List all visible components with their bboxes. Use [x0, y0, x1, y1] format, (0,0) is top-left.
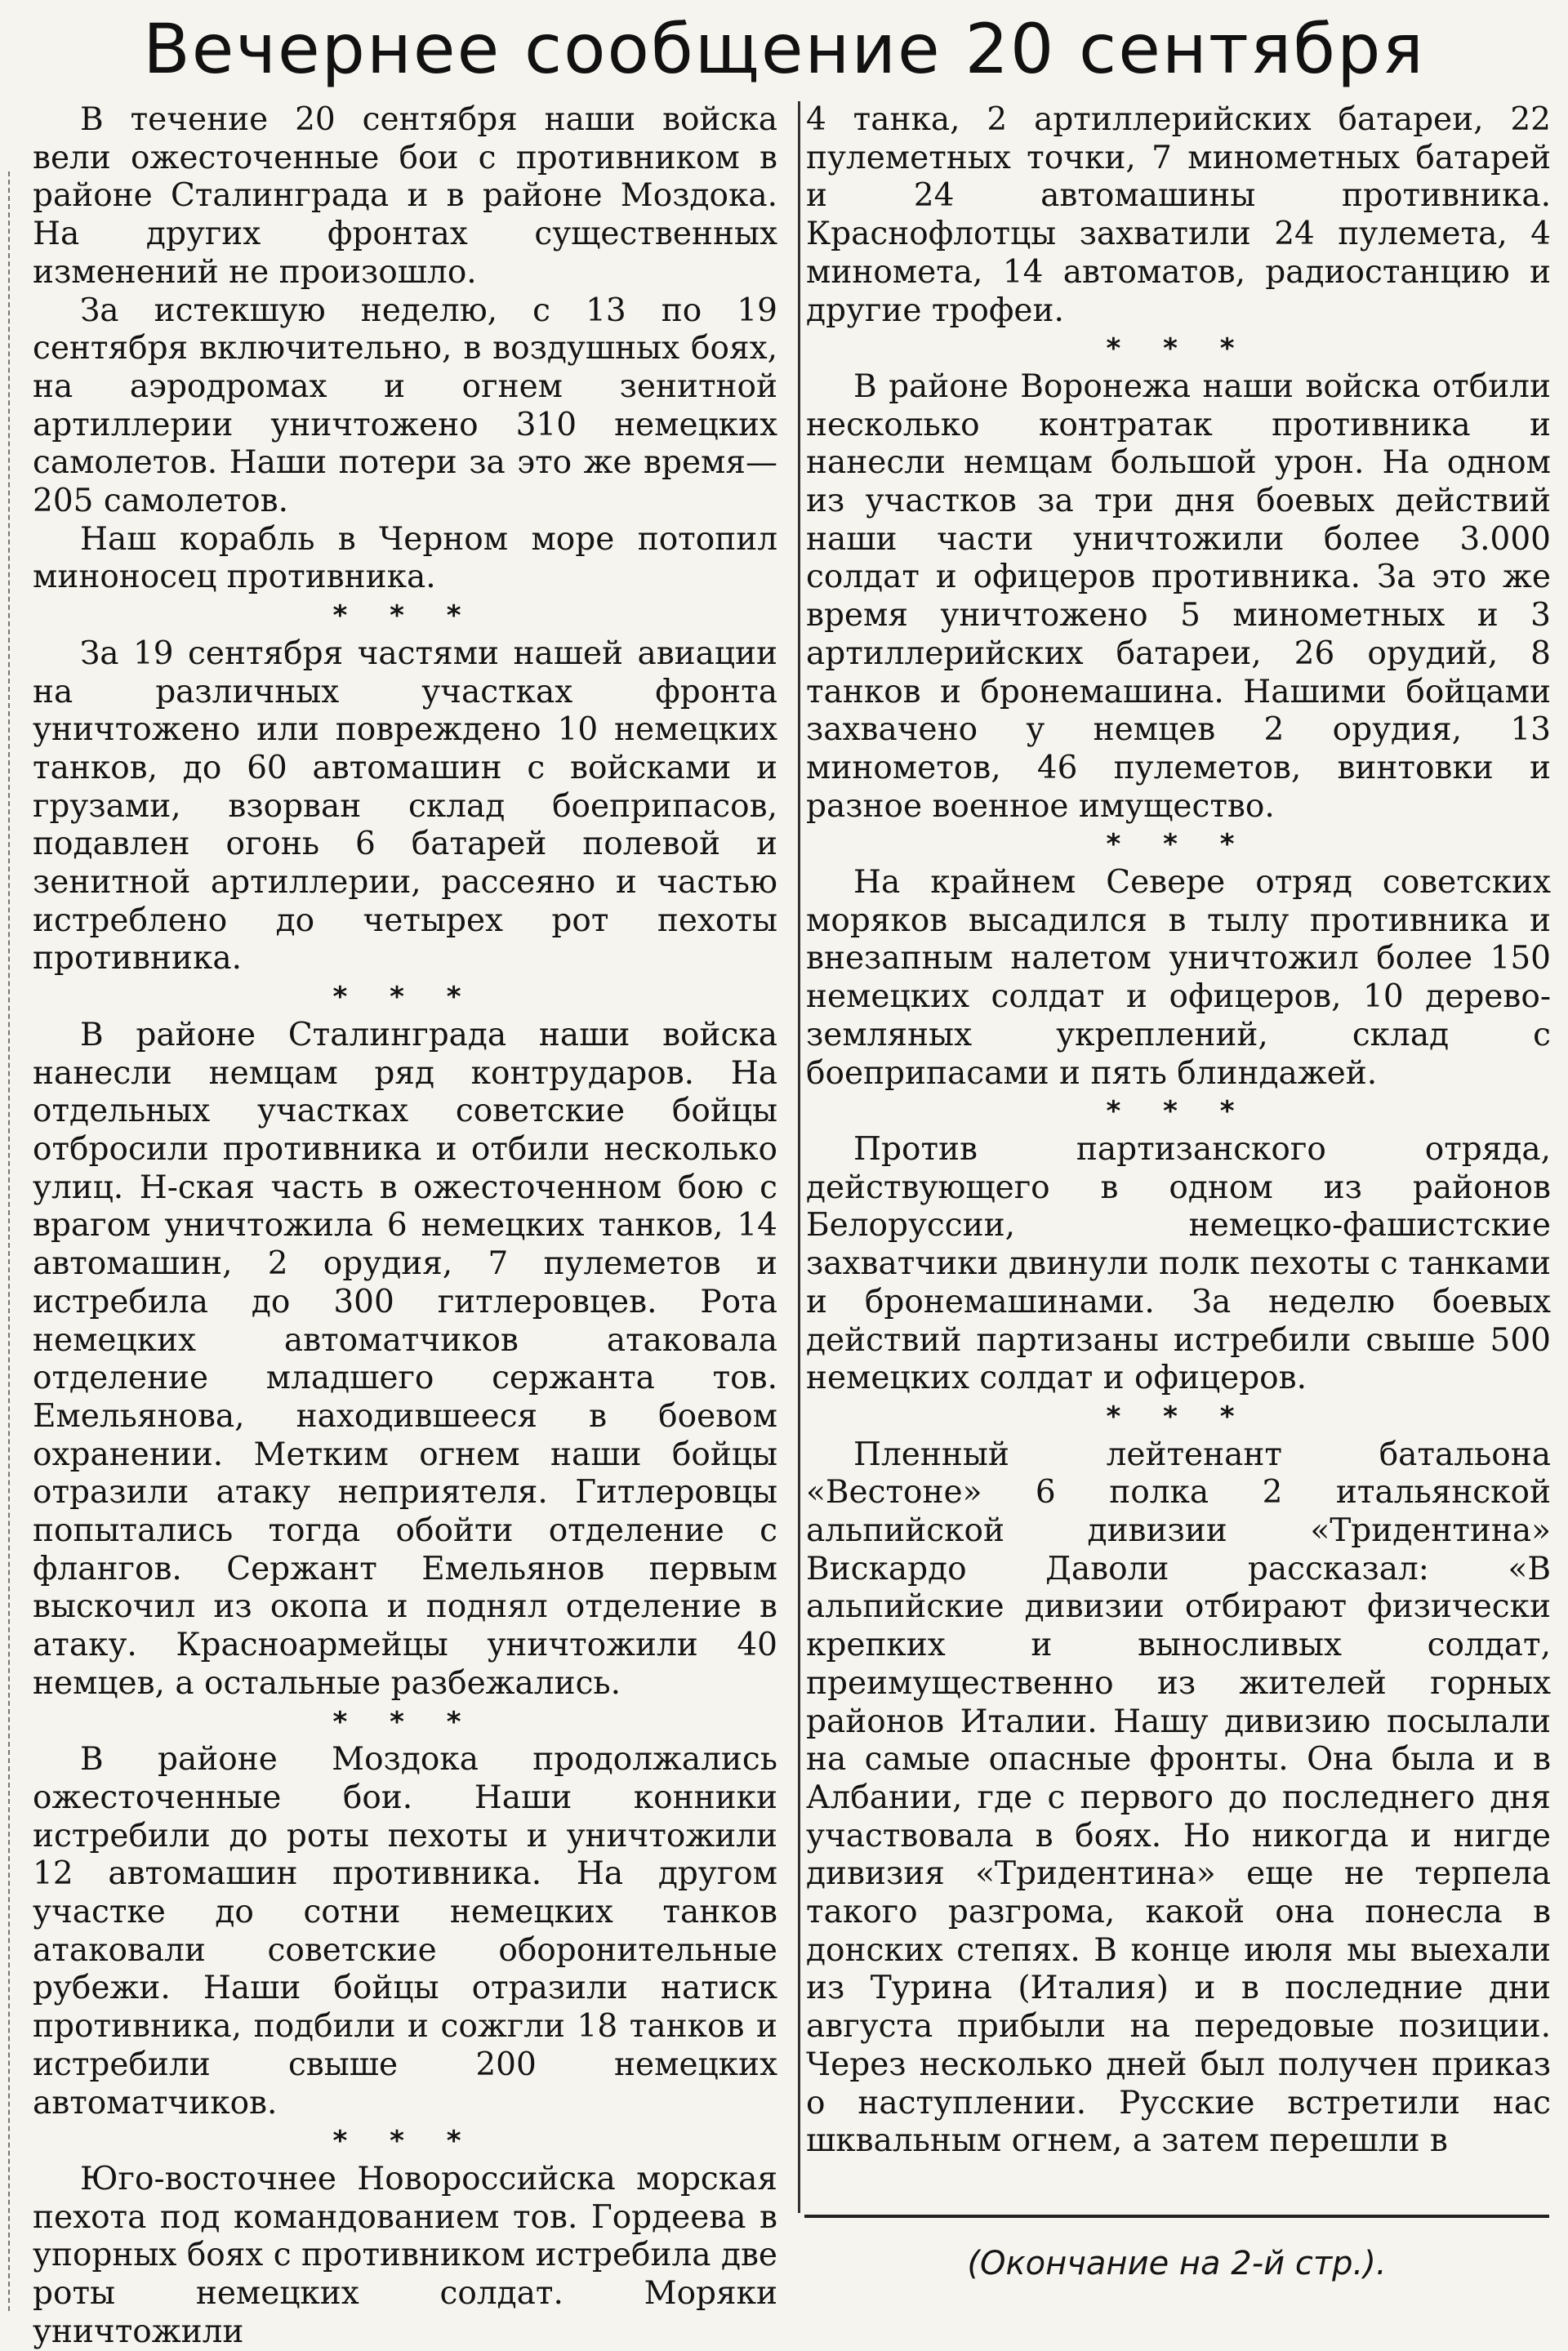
section-separator: * * *	[332, 2125, 478, 2158]
paragraph: За 19 сентября частями нашей авиации на различных участках фронта уничтожено или повреждено 10 немецких танков, до 60 автомашин с войсками и грузами, взорван склад боеприпасов, подавлен огонь 6 батарей полевой и зенитной артиллерии, рассеяно и частью истреблено до четырех рот пехоты противника.	[33, 635, 777, 977]
column-divider	[798, 101, 800, 2213]
paragraph: Против партизанского отряда, действующего в одном из районов Белоруссии, немецко-фашистские захватчики двинули полк пехоты с танками и бронемашинами. За неделю боевых действий партизаны истребили свыше 500 немецких солдат и офицеров.	[806, 1130, 1551, 1397]
paragraph: Пленный лейтенант батальона «Вестоне» 6 полка 2 итальянской альпийской дивизии «Тридентина» Вискардо Даволи рассказал: «В альпийские дивизии отбирают физически крепких и выносливых солдат, преимущественно из жителей горных районов Италии. Нашу дивизию посылали на самые опасные фронты. Она была и в Албании, где с первого до последнего дня участвовала в боях. Но никогда и нигде дивизия «Тридентина» еще не терпела такого разгрома, какой она понесла в донских степях. В конце июля мы выехали из Турина (Италия) и в последние дни августа прибыли на передовые позиции. Через несколько дней был получен приказ о наступлении. Русские встретили нас шквальным огнем, а затем перешли в	[806, 1436, 1551, 2160]
paragraph: В районе Воронежа наши войска отбили несколько контратак противника и нанесли немцам большой урон. На одном из участков за три дня боевых действий наши части уничтожили более 3.000 солдат и офицеров противника. За это же время уничтожено 5 минометных и 3 артиллерийских батареи, 26 орудий, 8 танков и бронемашина. Нашими бойцами захвачено у немцев 2 орудия, 13 минометов, 46 пулеметов, винтовки и разное военное имущество.	[806, 367, 1551, 825]
page-title: Вечернее сообщение 20 сентября	[143, 9, 1425, 89]
continued-note: (Окончание на 2-й стр.).	[967, 2245, 1387, 2282]
paragraph: Наш корабль в Черном море потопил миноносец противника.	[33, 520, 777, 596]
section-separator: * * *	[1106, 1095, 1251, 1129]
page-edge-rule	[8, 171, 10, 2311]
paragraph: В районе Моздока продолжались ожесточенные бои. Наши конники истребили до роты пехоты и уничтожили 12 автомашин противника. На другом участке до сотни немецких танков атаковали советские оборонительные рубежи. Наши бойцы отразили натиск противника, подбили и сожгли 18 танков и истребили свыше 200 немецких автоматчиков.	[33, 1741, 777, 2122]
section-separator: * * *	[332, 599, 478, 633]
section-separator: * * *	[1106, 828, 1251, 862]
section-separator: * * *	[332, 1705, 478, 1739]
article-column-left	[33, 101, 777, 2350]
paragraph: На крайнем Севере отряд советских моряков высадился в тылу противника и внезапным налетом уничтожил более 150 немецких солдат и офицеров, 10 дерево-земляных укреплений, склад с боеприпасами и пять блиндажей.	[806, 864, 1551, 1092]
section-separator: * * *	[332, 981, 478, 1014]
paragraph: За истекшую неделю, с 13 по 19 сентября включительно, в воздушных боях, на аэродромах и огнем зенитной артиллерии уничтожено 310 немецких самолетов. Наши потери за это же время—205 самолетов.	[33, 292, 777, 520]
paragraph: В течение 20 сентября наши войска вели ожесточенные бои с противником в районе Сталинграда и в районе Моздока. На других фронтах существенных изменений не произошло.	[33, 101, 777, 291]
article-column-right	[806, 101, 1551, 2216]
paragraph: Юго-восточнее Новороссийска морская пехота под командованием тов. Гордеева в упорных боях с противником истребила две роты немецких солдат. Моряки уничтожили	[33, 2160, 777, 2350]
continuation-rule	[804, 2215, 1549, 2218]
paragraph: В районе Сталинграда наши войска нанесли немцам ряд контрударов. На отдельных участках советские бойцы отбросили противника и отбили несколько улиц. Н-ская часть в ожесточенном бою с врагом уничтожила 6 немецких танков, 14 автомашин, 2 орудия, 7 пулеметов и истребила до 300 гитлеровцев. Рота немецких автоматчиков атаковала отделение младшего сержанта тов. Емельянова, находившееся в боевом охранении. Метким огнем наши бойцы отразили атаку неприятеля. Гитлеровцы попытались тогда обойти отделение с флангов. Сержант Емельянов первым выскочил из окопа и поднял отделение в атаку. Красноармейцы уничтожили 40 немцев, а остальные разбежались.	[33, 1016, 777, 1702]
section-separator: * * *	[1106, 332, 1251, 366]
section-separator: * * *	[1106, 1400, 1251, 1433]
paragraph: 4 танка, 2 артиллерийских батареи, 22 пулеметных точки, 7 минометных батарей и 24 автомашины противника. Краснофлотцы захватили 24 пулемета, 4 миномета, 14 автоматов, радиостанцию и другие трофеи.	[806, 101, 1551, 329]
